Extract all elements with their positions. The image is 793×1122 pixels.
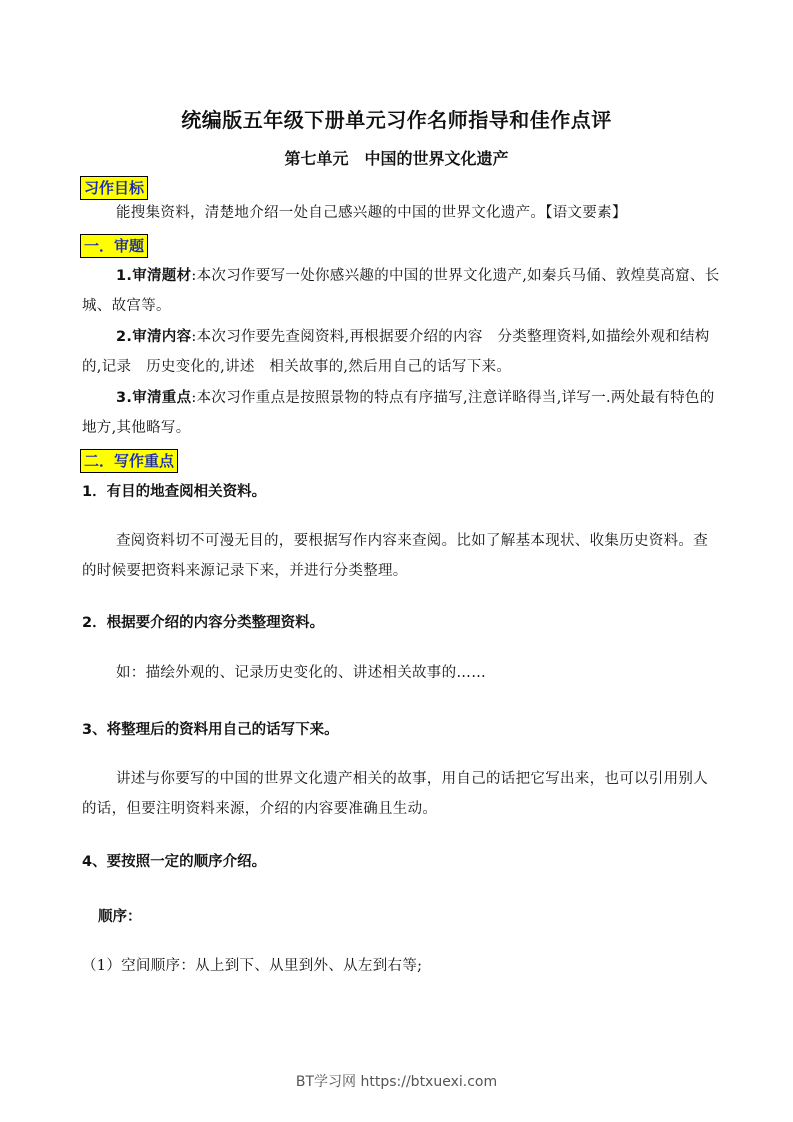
point-3-heading: 3、将整理后的资料用自己的话写下来。 bbox=[82, 722, 339, 738]
point-1-text: 查阅资料切不可漫无目的，要根据写作内容来查阅。比如了解基本现状、收集历史资料。查的时候要把资料来源记录下来，并进行分类整理。 bbox=[82, 533, 708, 579]
footer-watermark: BT学习网 https://btxuexi.com bbox=[295, 1074, 498, 1090]
review-item-2 bbox=[82, 322, 722, 382]
review-item-1-key: 1.审清题材 bbox=[116, 268, 192, 284]
review-item-2-text: :本次习作要先查阅资料,再根据要介绍的内容 分类整理资料,如描绘外观和结构的,记录 历史变化的,讲述 相关故事的,然后用自己的话写下来。 bbox=[82, 329, 710, 375]
point-2-heading: 2．根据要介绍的内容分类整理资料。 bbox=[82, 615, 325, 631]
goal-label: 习作目标 bbox=[80, 176, 148, 200]
review-item-1-text: :本次习作要写一处你感兴趣的中国的世界文化遗产,如秦兵马俑、敦煌莫高窟、长城、故宫等。 bbox=[82, 268, 720, 314]
review-item-1 bbox=[82, 261, 722, 321]
point-3-text: 讲述与你要写的中国的世界文化遗产相关的故事，用自己的话把它写出来，也可以引用别人的话，但要注明资料来源，介绍的内容要准确且生动。 bbox=[82, 771, 708, 817]
order-item-1: （1）空间顺序：从上到下、从里到外、从左到右等; bbox=[82, 958, 423, 974]
review-item-3-key: 3.审清重点 bbox=[116, 390, 192, 406]
order-label: 顺序： bbox=[98, 909, 142, 925]
review-item-2-key: 2.审清内容 bbox=[116, 329, 192, 345]
section1-label: 一．审题 bbox=[80, 234, 148, 258]
page-title: 统编版五年级下册单元习作名师指导和佳作点评 bbox=[181, 108, 612, 132]
point-1-heading: 1．有目的地查阅相关资料。 bbox=[82, 484, 267, 500]
goal-text: 能搜集资料，清楚地介绍一处自己感兴趣的中国的世界文化遗产。【语文要素】 bbox=[116, 205, 627, 221]
point-4-heading: 4、要按照一定的顺序介绍。 bbox=[82, 854, 267, 870]
point-2-text: 如：描绘外观的、记录历史变化的、讲述相关故事的…… bbox=[116, 665, 486, 681]
section2-label: 二．写作重点 bbox=[80, 449, 178, 473]
unit-subtitle: 第七单元 中国的世界文化遗产 bbox=[284, 149, 509, 168]
review-item-3 bbox=[82, 383, 722, 443]
review-item-3-text: :本次习作重点是按照景物的特点有序描写,注意详略得当,详写一.两处最有特色的地方,其他略写。 bbox=[82, 390, 715, 436]
